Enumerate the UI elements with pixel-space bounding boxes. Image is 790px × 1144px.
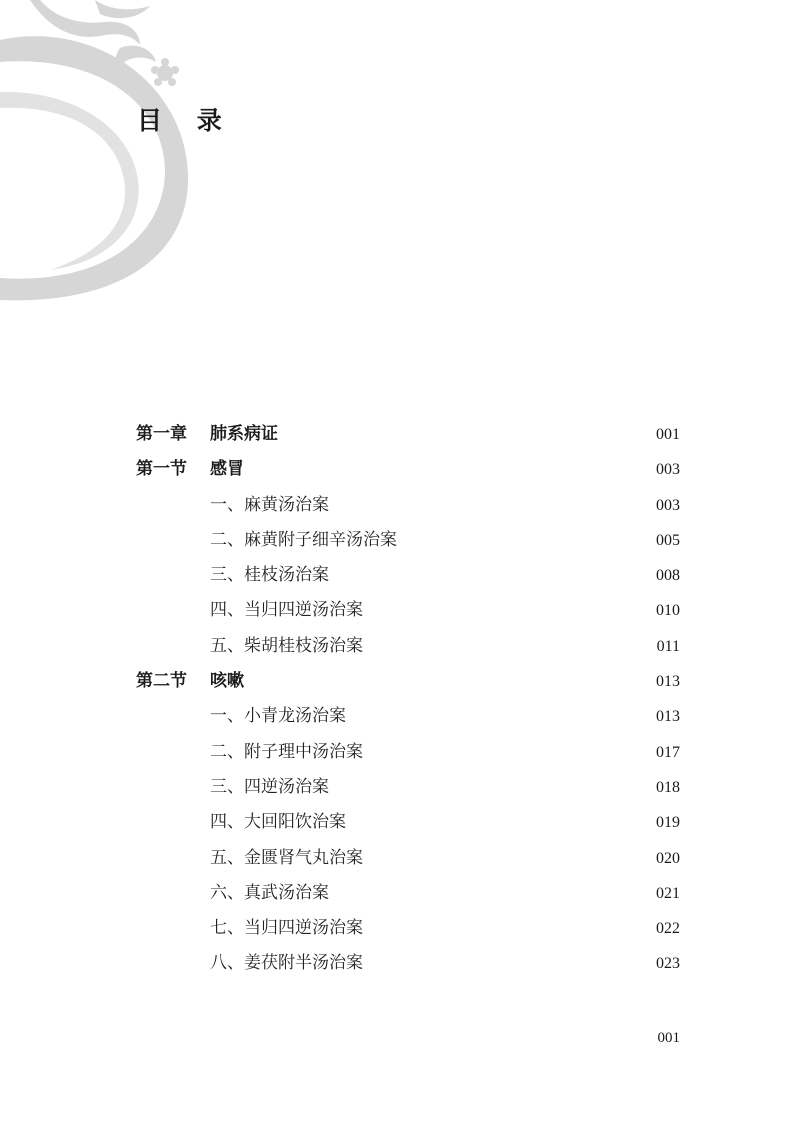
toc-entry-row[interactable] bbox=[0, 558, 790, 593]
page-number: 008 bbox=[656, 567, 680, 585]
toc-entry-row[interactable] bbox=[0, 911, 790, 946]
page-number: 022 bbox=[656, 920, 680, 938]
table-of-contents bbox=[0, 417, 790, 982]
entry-title: 六、真武汤治案 bbox=[210, 882, 329, 903]
page-number: 021 bbox=[656, 884, 680, 902]
toc-entry-row[interactable] bbox=[0, 629, 790, 664]
entry-title: 三、桂枝汤治案 bbox=[210, 565, 329, 586]
toc-entry-row[interactable] bbox=[0, 699, 790, 734]
entry-title: 一、小青龙汤治案 bbox=[210, 706, 346, 727]
page-number: 010 bbox=[656, 602, 680, 620]
page-title: 目 录 bbox=[137, 106, 235, 135]
page-number: 018 bbox=[656, 778, 680, 796]
entry-title: 五、金匮肾气丸治案 bbox=[210, 847, 363, 868]
entry-title: 四、当归四逆汤治案 bbox=[210, 600, 363, 621]
toc-entry-row[interactable] bbox=[0, 593, 790, 628]
page-number: 023 bbox=[656, 955, 680, 973]
chapter-title: 肺系病证 bbox=[210, 424, 278, 444]
entry-title: 二、附子理中汤治案 bbox=[210, 741, 363, 762]
toc-entry-row[interactable] bbox=[0, 876, 790, 911]
chapter-label: 第一章 bbox=[136, 424, 187, 444]
entry-title: 七、当归四逆汤治案 bbox=[210, 918, 363, 939]
toc-entry-row[interactable] bbox=[0, 946, 790, 981]
entry-title: 五、柴胡桂枝汤治案 bbox=[210, 635, 363, 656]
page-number: 019 bbox=[656, 814, 680, 832]
entry-title: 四、大回阳饮治案 bbox=[210, 812, 346, 833]
toc-entry-row[interactable] bbox=[0, 488, 790, 523]
entry-title: 三、四逆汤治案 bbox=[210, 776, 329, 797]
page-number: 011 bbox=[656, 637, 680, 655]
toc-entry-row[interactable] bbox=[0, 841, 790, 876]
section-title: 感冒 bbox=[210, 459, 244, 480]
entry-title: 一、麻黄汤治案 bbox=[210, 494, 329, 515]
section-label: 第二节 bbox=[136, 671, 187, 692]
toc-section-row[interactable] bbox=[0, 452, 790, 487]
section-label: 第一节 bbox=[136, 459, 187, 480]
page-number: 013 bbox=[656, 708, 680, 726]
entry-title: 二、麻黄附子细辛汤治案 bbox=[210, 529, 397, 550]
folio-page-number: 001 bbox=[657, 1030, 680, 1046]
page-number: 005 bbox=[656, 531, 680, 549]
toc-entry-row[interactable] bbox=[0, 735, 790, 770]
toc-entry-row[interactable] bbox=[0, 523, 790, 558]
page-number: 001 bbox=[656, 426, 680, 443]
page-number: 020 bbox=[656, 849, 680, 867]
page-number: 003 bbox=[656, 496, 680, 514]
toc-entry-row[interactable] bbox=[0, 805, 790, 840]
page-number: 013 bbox=[656, 673, 680, 691]
dragon-swirl-icon bbox=[0, 0, 200, 310]
page-number: 003 bbox=[656, 461, 680, 479]
section-title: 咳嗽 bbox=[210, 671, 244, 692]
toc-chapter-row[interactable] bbox=[0, 417, 790, 452]
entry-title: 八、姜茯附半汤治案 bbox=[210, 953, 363, 974]
toc-entry-row[interactable] bbox=[0, 770, 790, 805]
page-number: 017 bbox=[656, 743, 680, 761]
toc-section-row[interactable] bbox=[0, 664, 790, 699]
